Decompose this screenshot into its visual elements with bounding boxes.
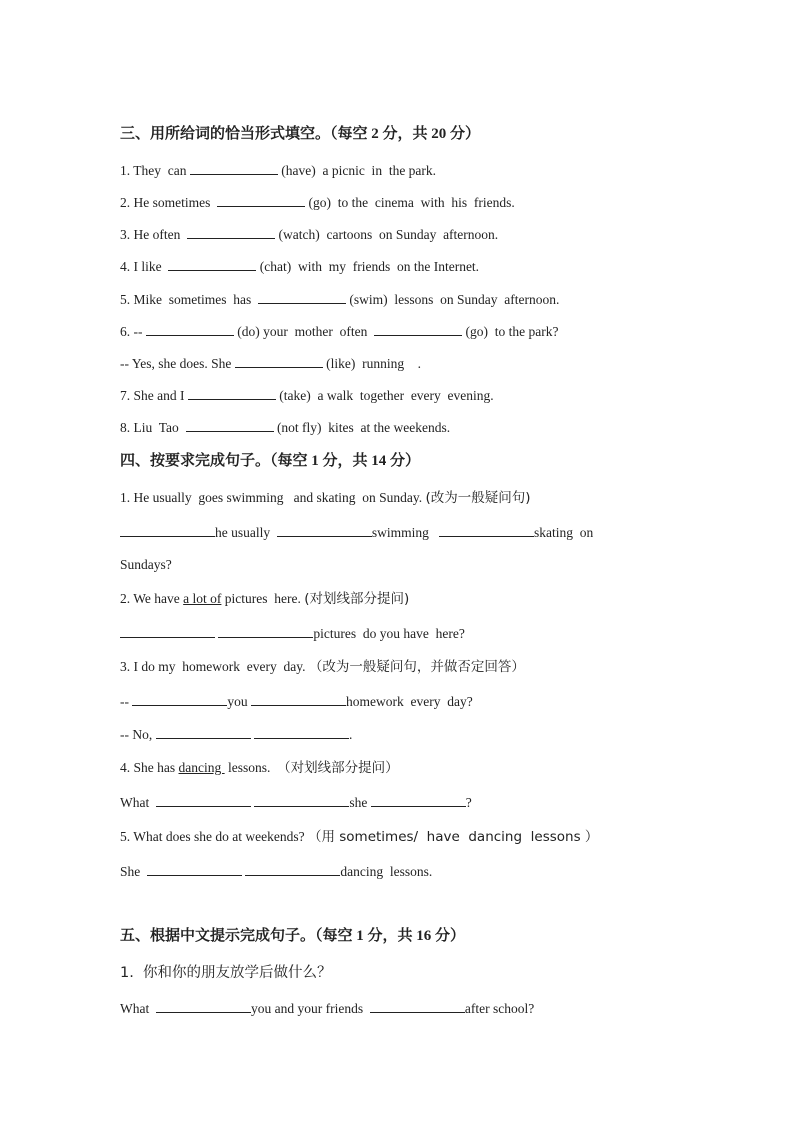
answer-blank[interactable] bbox=[254, 726, 349, 739]
question-text: lessons. bbox=[224, 760, 278, 775]
question-instruction: (改为一般疑问句) bbox=[425, 490, 531, 506]
answer-blank[interactable] bbox=[258, 291, 346, 304]
answer-blank[interactable] bbox=[120, 524, 215, 537]
s3-item-1 bbox=[120, 162, 436, 180]
answer-text: you bbox=[227, 694, 251, 709]
s3-item-7 bbox=[120, 387, 494, 405]
s5-q1-answer bbox=[120, 1000, 534, 1018]
s4-q2 bbox=[120, 590, 409, 608]
answer-blank[interactable] bbox=[147, 863, 242, 876]
answer-blank[interactable] bbox=[188, 387, 276, 400]
s3-item-6 bbox=[120, 323, 558, 341]
item-text: (go) to the cinema with his friends. bbox=[305, 195, 515, 210]
item-text: 3. He often bbox=[120, 227, 188, 242]
answer-blank[interactable] bbox=[374, 323, 462, 336]
s3-item-6-reply bbox=[120, 355, 421, 373]
answer-text: he usually bbox=[215, 525, 277, 540]
answer-blank[interactable] bbox=[218, 625, 313, 638]
answer-text: swimming bbox=[371, 525, 440, 540]
answer-text: homework every day? bbox=[346, 694, 473, 709]
answer-blank[interactable] bbox=[156, 726, 251, 739]
s5-q1: 1. 你和你的朋友放学后做什么？ bbox=[120, 965, 332, 981]
s3-item-5 bbox=[120, 291, 559, 309]
answer-blank[interactable] bbox=[156, 794, 251, 807]
s4-q1-answer bbox=[120, 524, 593, 542]
answer-blank[interactable] bbox=[251, 693, 346, 706]
answer-blank[interactable] bbox=[120, 625, 215, 638]
s4-q4-answer bbox=[120, 794, 472, 812]
answer-blank[interactable] bbox=[156, 1000, 251, 1013]
item-text: (go) to the park? bbox=[462, 324, 559, 339]
s4-q2-answer bbox=[120, 625, 465, 643]
item-text: (swim) lessons on Sunday afternoon. bbox=[346, 292, 560, 307]
item-text: 4. I like bbox=[120, 259, 169, 274]
answer-blank[interactable] bbox=[217, 194, 305, 207]
answer-text: What bbox=[120, 1001, 156, 1016]
answer-blank[interactable] bbox=[439, 524, 534, 537]
answer-text: ? bbox=[465, 795, 472, 810]
answer-text: you and your friends bbox=[251, 1001, 370, 1016]
item-text: (take) a walk together every evening. bbox=[275, 388, 494, 403]
s4-q5-answer bbox=[120, 863, 432, 881]
answer-blank[interactable] bbox=[245, 863, 340, 876]
item-text: 7. She and I bbox=[120, 388, 188, 403]
section5-heading: 五、根据中文提示完成句子。（每空 1 分，共 16 分） bbox=[120, 928, 466, 944]
answer-blank[interactable] bbox=[370, 1000, 465, 1013]
question-text: 5. What does she do at weekends? bbox=[120, 829, 308, 844]
answer-blank[interactable] bbox=[371, 794, 466, 807]
item-text: (have) a picnic in the park. bbox=[277, 163, 437, 178]
s4-q1-answer-cont: Sundays? bbox=[120, 557, 172, 572]
question-instruction: （用 sometimes/ have dancing lessons ） bbox=[307, 829, 599, 845]
s3-item-8 bbox=[120, 419, 450, 437]
item-text: 2. He sometimes bbox=[120, 195, 218, 210]
answer-blank[interactable] bbox=[168, 258, 256, 271]
answer-text: dancing lessons. bbox=[340, 864, 433, 879]
answer-text: after school? bbox=[464, 1001, 535, 1016]
question-text: 4. She has bbox=[120, 760, 179, 775]
question-text: 1. He usually goes swimming and skating on Sunday. bbox=[120, 490, 426, 505]
answer-text: she bbox=[349, 795, 371, 810]
s4-q3-answer-2 bbox=[120, 726, 352, 744]
question-text: 2. We have bbox=[120, 591, 184, 606]
s4-q3-answer-1 bbox=[120, 693, 473, 711]
s4-q3 bbox=[120, 658, 525, 676]
item-text: 1. They can bbox=[120, 163, 190, 178]
s3-item-4 bbox=[120, 258, 479, 276]
answer-blank[interactable] bbox=[254, 794, 349, 807]
answer-blank[interactable] bbox=[187, 226, 275, 239]
answer-blank[interactable] bbox=[146, 323, 234, 336]
answer-blank[interactable] bbox=[190, 162, 278, 175]
answer-text: She bbox=[120, 864, 147, 879]
item-text: 5. Mike sometimes has bbox=[120, 292, 258, 307]
s3-item-3 bbox=[120, 226, 498, 244]
item-text: 8. Liu Tao bbox=[120, 420, 186, 435]
s4-q4 bbox=[120, 759, 399, 777]
question-instruction: （改为一般疑问句，并做否定回答） bbox=[308, 659, 525, 675]
answer-blank[interactable] bbox=[132, 693, 227, 706]
s3-item-2 bbox=[120, 194, 515, 212]
s4-q5 bbox=[120, 828, 598, 846]
item-text: 6. -- bbox=[120, 324, 146, 339]
answer-text: -- bbox=[120, 694, 133, 709]
item-text: -- Yes, she does. She bbox=[120, 356, 235, 371]
answer-blank[interactable] bbox=[186, 419, 274, 432]
answer-blank[interactable] bbox=[277, 524, 372, 537]
answer-text: skating on bbox=[534, 525, 594, 540]
question-instruction: (对划线部分提问) bbox=[304, 591, 410, 607]
item-text: (watch) cartoons on Sunday afternoon. bbox=[275, 227, 499, 242]
section3-heading: 三、用所给词的恰当形式填空。（每空 2 分，共 20 分） bbox=[120, 126, 481, 142]
answer-text: pictures do you have here? bbox=[313, 626, 465, 641]
question-instruction: （对划线部分提问） bbox=[277, 760, 399, 776]
item-text: (chat) with my friends on the Internet. bbox=[256, 259, 480, 274]
answer-text: What bbox=[120, 795, 156, 810]
item-text: (do) your mother often bbox=[233, 324, 375, 339]
answer-blank[interactable] bbox=[235, 355, 323, 368]
item-text: (like) running . bbox=[322, 356, 421, 371]
answer-text: -- No, bbox=[120, 727, 156, 742]
underlined-phrase: dancing bbox=[178, 760, 225, 775]
underlined-phrase: a lot of bbox=[183, 591, 222, 606]
section4-heading: 四、按要求完成句子。（每空 1 分，共 14 分） bbox=[120, 453, 421, 469]
question-text: pictures here. bbox=[221, 591, 305, 606]
item-text: (not fly) kites at the weekends. bbox=[273, 420, 451, 435]
answer-text: . bbox=[349, 727, 353, 742]
s4-q1 bbox=[120, 489, 531, 507]
question-text: 3. I do my homework every day. bbox=[120, 659, 309, 674]
